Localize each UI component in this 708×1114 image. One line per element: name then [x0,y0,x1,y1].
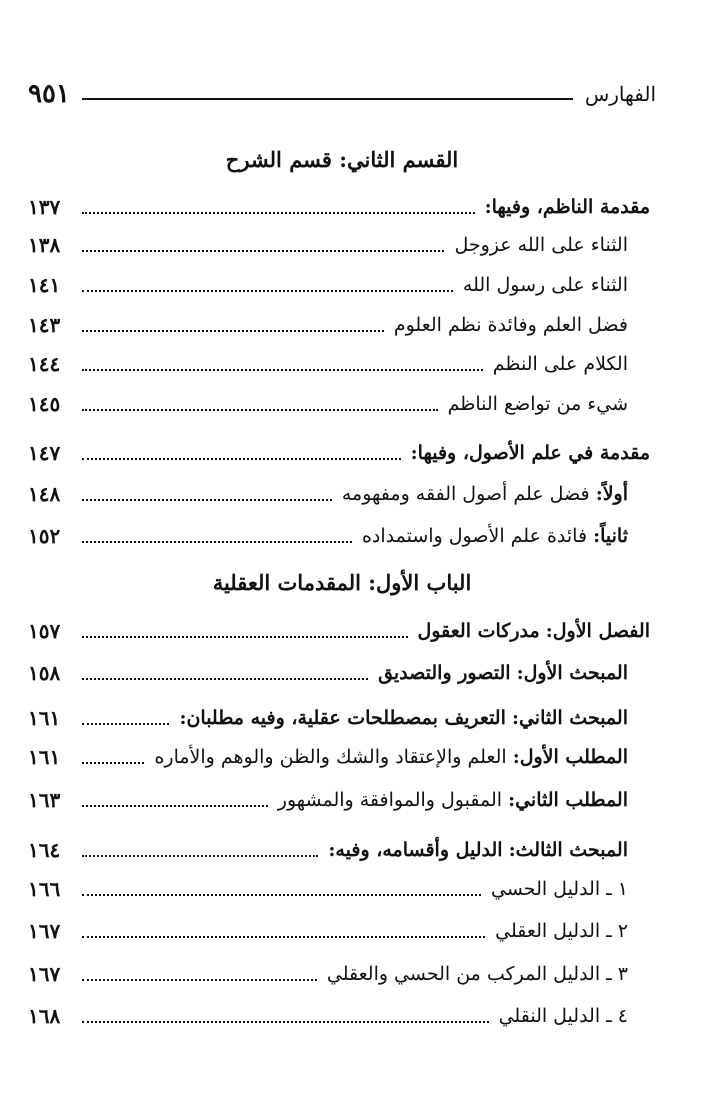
toc-entry-label [378,662,628,684]
toc-entry-label [418,620,650,642]
toc-page-number: ١٦٧ [28,919,61,943]
header-rule [82,98,573,100]
toc-entry[interactable] [28,997,650,1035]
page-number: ٩٥١ [28,79,70,109]
toc-entry[interactable] [28,385,650,423]
toc-entry-text: شيء من تواضع الناظم [447,393,628,415]
toc-entry-prefix: أولاً: [595,483,628,505]
leader-dots [82,409,438,411]
toc-page-number: ١٥٧ [28,619,61,643]
toc-page-number: ١٦٧ [28,962,61,986]
toc-entry-prefix: الفصل الأول: [545,620,650,642]
toc-page-number: ١٤١ [28,273,61,297]
toc-entry-text: ١ ـ الدليل الحسي [491,878,628,900]
toc-entry-text: الثناء على رسول الله [462,274,628,296]
toc-entry-text: مقدمة الناظم، وفيها: [484,196,650,218]
toc-entry-text: ٤ ـ الدليل النقلي [498,1005,628,1027]
toc-entry-label [278,789,628,811]
toc-entry-prefix: المبحث الثاني: [511,707,628,729]
toc-entry-label [328,839,628,861]
toc-entry-text: التصور والتصديق [378,662,511,684]
toc-entry-text: مقدمة في علم الأصول، وفيها: [410,442,650,464]
leader-dots [82,369,483,371]
toc-entry-text: فائدة علم الأصول واستمداده [361,525,588,547]
leader-dots [82,499,332,501]
leader-dots [82,541,352,543]
toc-page-number: ١٤٧ [28,441,61,465]
leader-dots [82,855,318,857]
leader-dots [82,458,401,460]
leader-dots [82,1021,489,1023]
leader-dots [82,250,444,252]
toc-page-number: ١٤٨ [28,482,61,506]
running-header [28,74,656,114]
toc-entry[interactable] [28,475,650,513]
toc-entry-prefix: المبحث الثالث: [508,839,628,861]
toc-page-number: ١٤٣ [28,313,61,337]
toc-entry-text: الثناء على الله عزوجل [454,234,628,256]
toc-entry[interactable] [28,434,650,472]
toc-page-number: ١٤٤ [28,352,61,376]
toc-entry[interactable] [28,831,650,869]
section-heading: القسم الثاني: قسم الشرح [225,147,459,172]
toc-page-number: ١٦١ [28,745,61,769]
toc-entry[interactable] [28,306,650,344]
leader-dots [82,805,268,807]
leader-dots [82,636,408,638]
toc-entry-prefix: المبحث الأول: [516,662,628,684]
toc-page-number: ١٣٨ [28,233,61,257]
toc-page-number: ١٣٧ [28,195,61,219]
section-heading: الباب الأول: المقدمات العقلية [212,570,472,595]
running-title: الفهارس [584,82,656,106]
toc-page-number: ١٥٢ [28,524,61,548]
toc-entry[interactable] [28,699,650,737]
toc-entry[interactable] [28,955,650,993]
toc-entry-prefix: ثانياً: [593,525,628,547]
toc-entry[interactable] [28,870,650,908]
leader-dots [82,979,317,981]
toc-entry-text: المقبول والموافقة والمشهور [277,789,503,811]
toc-entry[interactable] [28,738,650,776]
toc-page-number: ١٦٦ [28,877,61,901]
toc-entry-label [179,707,628,729]
toc-page-number: ١٤٥ [28,392,61,416]
toc-entry-text: فضل علم أصول الفقه ومفهومه [341,483,590,505]
leader-dots [82,936,485,938]
toc-entry-label [154,746,628,768]
leader-dots [82,330,384,332]
toc-entry-prefix: المطلب الثاني: [508,789,628,811]
toc-page-number: ١٦٤ [28,838,61,862]
toc-entry-text: فضل العلم وفائدة نظم العلوم [393,314,628,336]
toc-entry[interactable] [28,517,650,555]
toc-entry[interactable] [28,612,650,650]
toc-entry-text: ٣ ـ الدليل المركب من الحسي والعقلي [326,963,628,985]
leader-dots [82,212,475,214]
toc-page-number: ١٦٣ [28,788,61,812]
toc-page-number: ١٥٨ [28,661,61,685]
toc-entry[interactable] [28,188,650,226]
toc-entry-text: الدليل وأقسامه، وفيه: [328,839,503,861]
toc-entry-text: مدركات العقول [417,620,540,642]
toc-entry-label [342,483,628,505]
toc-entry[interactable] [28,226,650,264]
toc-entry[interactable] [28,654,650,692]
toc-entry-label [362,525,628,547]
toc-entry[interactable] [28,912,650,950]
toc-page-number: ١٦٨ [28,1004,61,1028]
leader-dots [82,678,368,680]
leader-dots [82,762,144,764]
toc-entry-text: ٢ ـ الدليل العقلي [495,920,628,942]
toc-entry-text: التعريف بمصطلحات عقلية، وفيه مطلبان: [179,707,506,729]
toc-page-number: ١٦١ [28,706,61,730]
leader-dots [82,723,169,725]
leader-dots [82,290,453,292]
toc-entry-text: العلم والإعتقاد والشك والظن والوهم والأماره [154,746,507,768]
toc-entry-prefix: المطلب الأول: [512,746,628,768]
toc-entry[interactable] [28,266,650,304]
toc-entry-text: الكلام على النظم [492,353,628,375]
toc-entry[interactable] [28,781,650,819]
toc-entry[interactable] [28,345,650,383]
leader-dots [82,894,481,896]
